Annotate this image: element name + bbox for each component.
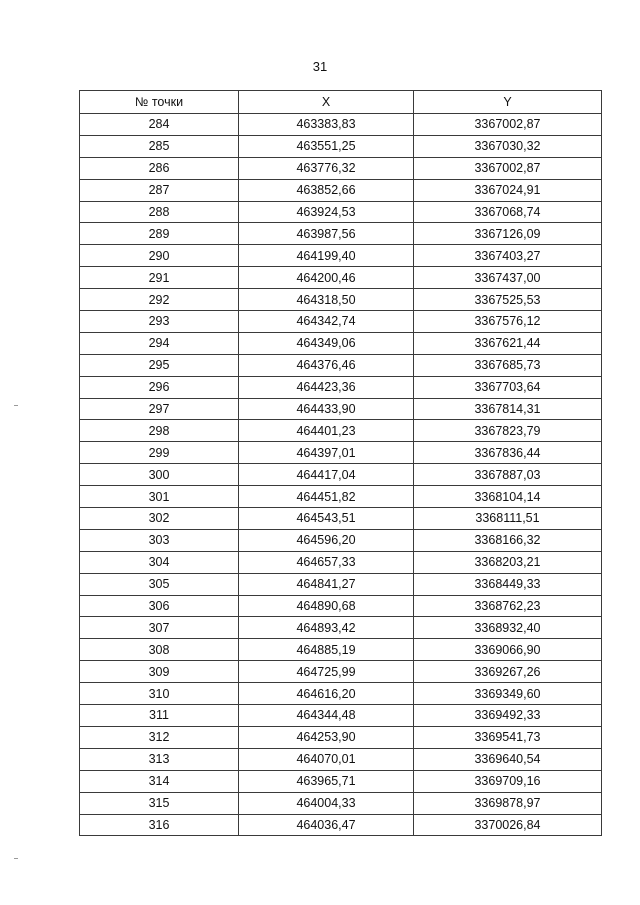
- cell-point-number: 304: [80, 551, 239, 573]
- cell-x: 463924,53: [239, 201, 414, 223]
- cell-y: 3367823,79: [414, 420, 602, 442]
- table-row: [80, 157, 602, 179]
- cell-point-number: 300: [80, 464, 239, 486]
- cell-point-number: 312: [80, 726, 239, 748]
- cell-y: 3368932,40: [414, 617, 602, 639]
- cell-point-number: 295: [80, 354, 239, 376]
- cell-point-number: 315: [80, 792, 239, 814]
- table-row: [80, 354, 602, 376]
- cell-x: 464893,42: [239, 617, 414, 639]
- cell-y: 3367030,32: [414, 135, 602, 157]
- table-row: [80, 617, 602, 639]
- cell-point-number: 314: [80, 770, 239, 792]
- cell-y: 3367002,87: [414, 157, 602, 179]
- cell-x: 464349,06: [239, 332, 414, 354]
- table-row: [80, 486, 602, 508]
- cell-point-number: 286: [80, 157, 239, 179]
- cell-point-number: 299: [80, 442, 239, 464]
- table-row: [80, 551, 602, 573]
- cell-x: 463987,56: [239, 223, 414, 245]
- table-row: [80, 179, 602, 201]
- cell-point-number: 293: [80, 311, 239, 333]
- cell-y: 3368166,32: [414, 529, 602, 551]
- scan-margin-mark: [14, 405, 18, 406]
- table-header-row: [80, 91, 602, 114]
- cell-x: 464890,68: [239, 595, 414, 617]
- table-row: [80, 420, 602, 442]
- cell-point-number: 301: [80, 486, 239, 508]
- table-row: [80, 573, 602, 595]
- cell-x: 464036,47: [239, 814, 414, 836]
- cell-y: 3367576,12: [414, 311, 602, 333]
- table-row: [80, 770, 602, 792]
- table-row: [80, 595, 602, 617]
- cell-point-number: 302: [80, 508, 239, 530]
- cell-x: 464596,20: [239, 529, 414, 551]
- cell-y: 3367002,87: [414, 114, 602, 136]
- table-row: [80, 332, 602, 354]
- cell-x: 464070,01: [239, 748, 414, 770]
- cell-point-number: 284: [80, 114, 239, 136]
- table-row: [80, 311, 602, 333]
- cell-point-number: 308: [80, 639, 239, 661]
- cell-y: 3369640,54: [414, 748, 602, 770]
- table-row: [80, 814, 602, 836]
- cell-x: 464376,46: [239, 354, 414, 376]
- cell-point-number: 294: [80, 332, 239, 354]
- cell-x: 464397,01: [239, 442, 414, 464]
- cell-x: 463965,71: [239, 770, 414, 792]
- cell-point-number: 287: [80, 179, 239, 201]
- cell-point-number: 296: [80, 376, 239, 398]
- cell-y: 3367814,31: [414, 398, 602, 420]
- cell-y: 3367525,53: [414, 289, 602, 311]
- cell-point-number: 288: [80, 201, 239, 223]
- cell-x: 464200,46: [239, 267, 414, 289]
- cell-y: 3367024,91: [414, 179, 602, 201]
- table-row: [80, 639, 602, 661]
- table-row: [80, 661, 602, 683]
- table-row: [80, 245, 602, 267]
- cell-point-number: 306: [80, 595, 239, 617]
- cell-x: 464423,36: [239, 376, 414, 398]
- table-header: [80, 91, 602, 114]
- cell-x: 463383,83: [239, 114, 414, 136]
- cell-y: 3367685,73: [414, 354, 602, 376]
- cell-point-number: 310: [80, 683, 239, 705]
- table-row: [80, 135, 602, 157]
- cell-y: 3367437,00: [414, 267, 602, 289]
- scan-margin-mark: [14, 858, 18, 859]
- cell-point-number: 303: [80, 529, 239, 551]
- cell-x: 464451,82: [239, 486, 414, 508]
- header-point-number: № точки: [80, 91, 239, 114]
- table-row: [80, 114, 602, 136]
- cell-point-number: 316: [80, 814, 239, 836]
- cell-x: 464433,90: [239, 398, 414, 420]
- header-x: X: [239, 91, 414, 114]
- cell-y: 3368104,14: [414, 486, 602, 508]
- cell-x: 464004,33: [239, 792, 414, 814]
- cell-y: 3367621,44: [414, 332, 602, 354]
- coordinates-table: [79, 90, 602, 836]
- cell-y: 3367126,09: [414, 223, 602, 245]
- table-row: [80, 267, 602, 289]
- cell-point-number: 298: [80, 420, 239, 442]
- table-row: [80, 529, 602, 551]
- cell-point-number: 292: [80, 289, 239, 311]
- cell-y: 3370026,84: [414, 814, 602, 836]
- table-row: [80, 289, 602, 311]
- cell-y: 3367703,64: [414, 376, 602, 398]
- cell-point-number: 313: [80, 748, 239, 770]
- table-body: [80, 114, 602, 836]
- cell-y: 3368203,21: [414, 551, 602, 573]
- cell-y: 3369709,16: [414, 770, 602, 792]
- cell-point-number: 297: [80, 398, 239, 420]
- cell-x: 463852,66: [239, 179, 414, 201]
- cell-y: 3368111,51: [414, 508, 602, 530]
- cell-y: 3369267,26: [414, 661, 602, 683]
- cell-y: 3367068,74: [414, 201, 602, 223]
- table-row: [80, 464, 602, 486]
- cell-y: 3368762,23: [414, 595, 602, 617]
- cell-y: 3367836,44: [414, 442, 602, 464]
- cell-x: 464318,50: [239, 289, 414, 311]
- table-row: [80, 726, 602, 748]
- cell-y: 3369349,60: [414, 683, 602, 705]
- table-row: [80, 442, 602, 464]
- cell-x: 463776,32: [239, 157, 414, 179]
- table-row: [80, 705, 602, 727]
- cell-point-number: 285: [80, 135, 239, 157]
- cell-point-number: 290: [80, 245, 239, 267]
- table-row: [80, 683, 602, 705]
- cell-x: 464885,19: [239, 639, 414, 661]
- cell-point-number: 291: [80, 267, 239, 289]
- cell-point-number: 309: [80, 661, 239, 683]
- table-row: [80, 748, 602, 770]
- header-y: Y: [414, 91, 602, 114]
- cell-y: 3369878,97: [414, 792, 602, 814]
- cell-x: 464616,20: [239, 683, 414, 705]
- cell-x: 464725,99: [239, 661, 414, 683]
- table-row: [80, 223, 602, 245]
- cell-y: 3367403,27: [414, 245, 602, 267]
- table-row: [80, 792, 602, 814]
- cell-x: 464841,27: [239, 573, 414, 595]
- cell-y: 3369492,33: [414, 705, 602, 727]
- cell-y: 3368449,33: [414, 573, 602, 595]
- cell-x: 464417,04: [239, 464, 414, 486]
- cell-x: 464344,48: [239, 705, 414, 727]
- table-row: [80, 508, 602, 530]
- cell-x: 464342,74: [239, 311, 414, 333]
- cell-y: 3367887,03: [414, 464, 602, 486]
- cell-point-number: 307: [80, 617, 239, 639]
- cell-point-number: 311: [80, 705, 239, 727]
- cell-x: 463551,25: [239, 135, 414, 157]
- cell-point-number: 289: [80, 223, 239, 245]
- cell-x: 464253,90: [239, 726, 414, 748]
- table-row: [80, 201, 602, 223]
- cell-x: 464199,40: [239, 245, 414, 267]
- cell-point-number: 305: [80, 573, 239, 595]
- table-row: [80, 376, 602, 398]
- cell-x: 464543,51: [239, 508, 414, 530]
- cell-x: 464401,23: [239, 420, 414, 442]
- cell-x: 464657,33: [239, 551, 414, 573]
- page-number: 31: [312, 59, 328, 74]
- cell-y: 3369066,90: [414, 639, 602, 661]
- cell-y: 3369541,73: [414, 726, 602, 748]
- table-row: [80, 398, 602, 420]
